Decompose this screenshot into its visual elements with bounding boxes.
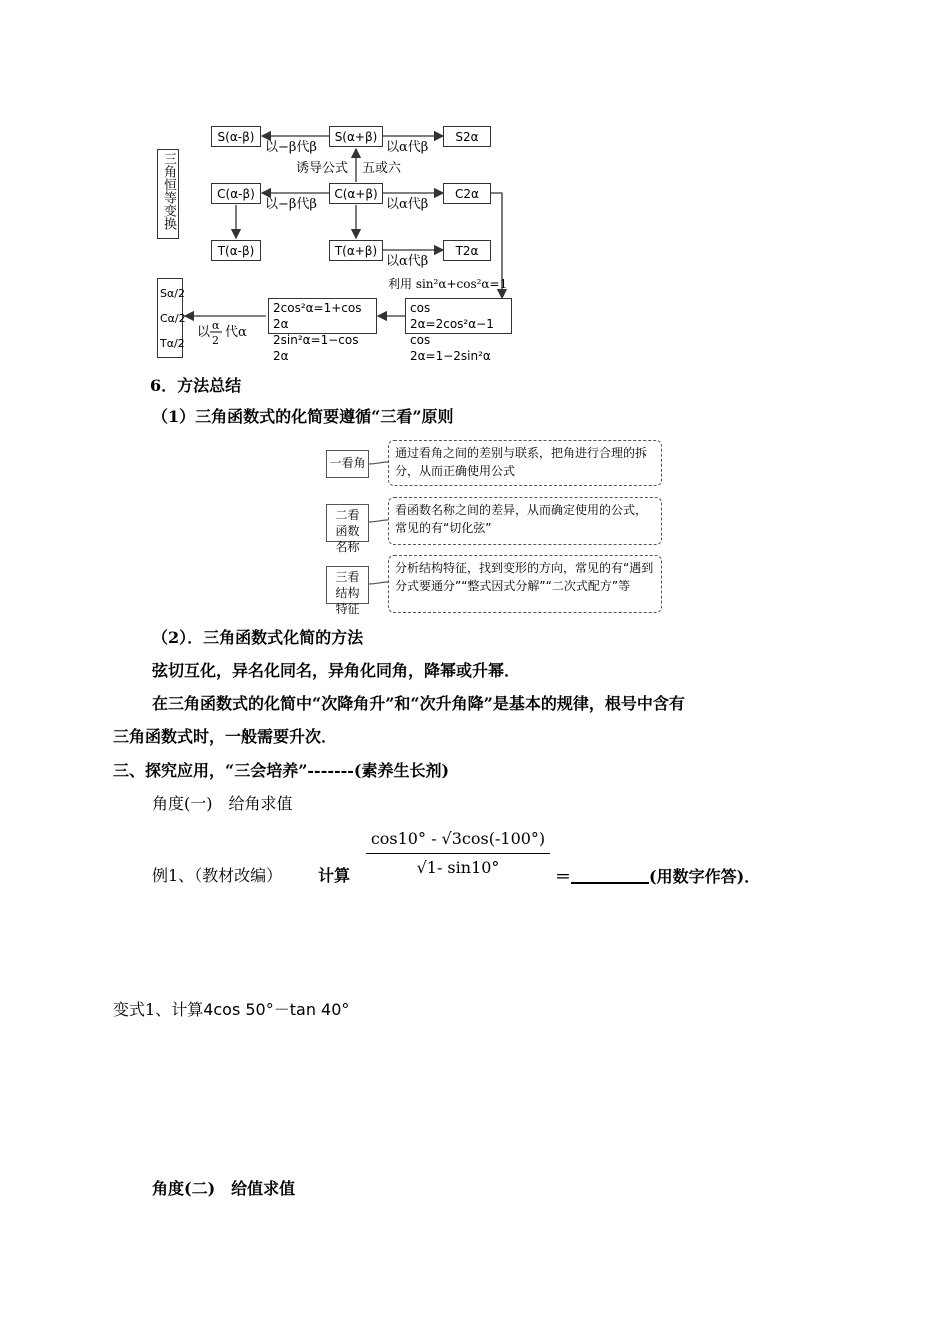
example1-numerator: cos10° - √3cos(-100°)	[370, 829, 546, 848]
edge-label-alpha-bottom: 以α代β	[386, 254, 429, 269]
subheading-simplify-methods: （2）．三角函数式化简的方法	[152, 628, 364, 647]
section-heading-explore: 三、探究应用，“三会培养”-------(素养生长剂)	[113, 761, 450, 780]
example1-denominator: √1- sin10°	[416, 858, 500, 877]
rule-text-line2: 三角函数式时，一般需要升次．	[113, 727, 338, 746]
methods-text: 弦切互化，异名化同名，异角化同角，降幂或升幂．	[152, 661, 521, 680]
look-desc-3: 分析结构特征，找到变形的方向，常见的有“遇到分式要通分”“整式因式分解”“二次式配方”等	[395, 561, 654, 593]
example1-suffix: (用数字作答)．	[649, 867, 761, 886]
look-label-box-3	[326, 566, 369, 616]
edge-label-half-den: 2	[212, 334, 219, 347]
edge-label-half-suffix: 代α	[225, 325, 247, 340]
edge-label-half-num: α	[212, 319, 220, 332]
look-label-2: 二看函数名称	[335, 508, 360, 554]
cos2a-line1: cos 2α=2cos²α−1	[410, 301, 494, 331]
power-line1: 2cos²α=1+cos 2α	[273, 301, 362, 331]
edge-label-alpha-mid: 以α代β	[386, 197, 429, 212]
half-s: Sα/2	[160, 287, 185, 300]
angle2-heading: 角度(二) 给值求值	[152, 1179, 296, 1198]
look-desc-box-2	[388, 497, 662, 545]
cos2a-line2: cos 2α=1−2sin²α	[410, 333, 491, 363]
variant1-prefix: 变式1、	[113, 1000, 172, 1019]
side-label: 三角恒等变换	[161, 152, 176, 230]
node-c-2a: C2α	[443, 183, 491, 204]
look-label-3: 三看结构特征	[335, 570, 360, 616]
example1-fraction	[366, 828, 550, 879]
node-c-plus: C(α+β)	[329, 183, 383, 204]
angle1-heading: 角度(一) 给角求值	[152, 794, 293, 813]
example1-equals: ＝	[555, 867, 572, 886]
variant1-text: 计算4cos 50°－tan 40°	[171, 1000, 350, 1019]
look-desc-box-1	[388, 440, 662, 486]
node-t-minus: T(α-β)	[211, 240, 261, 261]
look-label-1: 一看角	[329, 456, 366, 470]
rule-text-line1: 在三角函数式的化简中“次降角升”和“次升角降”是基本的规律，根号中含有	[152, 694, 685, 713]
section-heading-method-summary: 6．方法总结	[150, 376, 242, 395]
node-s-minus: S(α-β)	[211, 126, 261, 147]
node-c-minus: C(α-β)	[211, 183, 261, 204]
look-desc-box-3	[388, 555, 662, 613]
half-t: Tα/2	[160, 337, 185, 350]
edge-label-use-identity: 利用 sin²α+cos²α=1	[388, 277, 508, 291]
node-s-2a: S2α	[443, 126, 491, 147]
look-desc-1: 通过看角之间的差别与联系，把角进行合理的拆分，从而正确使用公式	[395, 446, 648, 478]
variant1	[113, 1000, 349, 1020]
example1-fraction-bar	[366, 853, 550, 854]
answer-blank[interactable]	[571, 866, 649, 884]
edge-label-neg-beta-mid: 以−β代β	[265, 197, 317, 212]
example1-prefix: 例1、（教材改编）	[152, 866, 283, 885]
example1-calc: 计算	[318, 866, 351, 885]
node-t-plus: T(α+β)	[329, 240, 383, 261]
node-t-2a: T2α	[443, 240, 491, 261]
edge-label-five-or-six: 五或六	[362, 161, 402, 176]
edge-label-neg-beta-top: 以−β代β	[265, 140, 317, 155]
example1-answer	[555, 866, 760, 887]
look-desc-2: 看函数名称之间的差异，从而确定使用的公式，常见的有“切化弦”	[395, 503, 648, 535]
edge-label-induction: 诱导公式	[296, 161, 349, 176]
power-line2: 2sin²α=1−cos 2α	[273, 333, 359, 363]
edge-label-alpha-top: 以α代β	[386, 140, 429, 155]
node-s-plus: S(α+β)	[329, 126, 383, 147]
half-c: Cα/2	[160, 312, 186, 325]
subheading-three-looks: （1）三角函数式的化简要遵循“三看”原则	[152, 407, 454, 426]
edge-label-half-prefix: 以	[197, 325, 211, 340]
look-label-box-1	[326, 450, 369, 478]
look-label-box-2	[326, 504, 369, 554]
